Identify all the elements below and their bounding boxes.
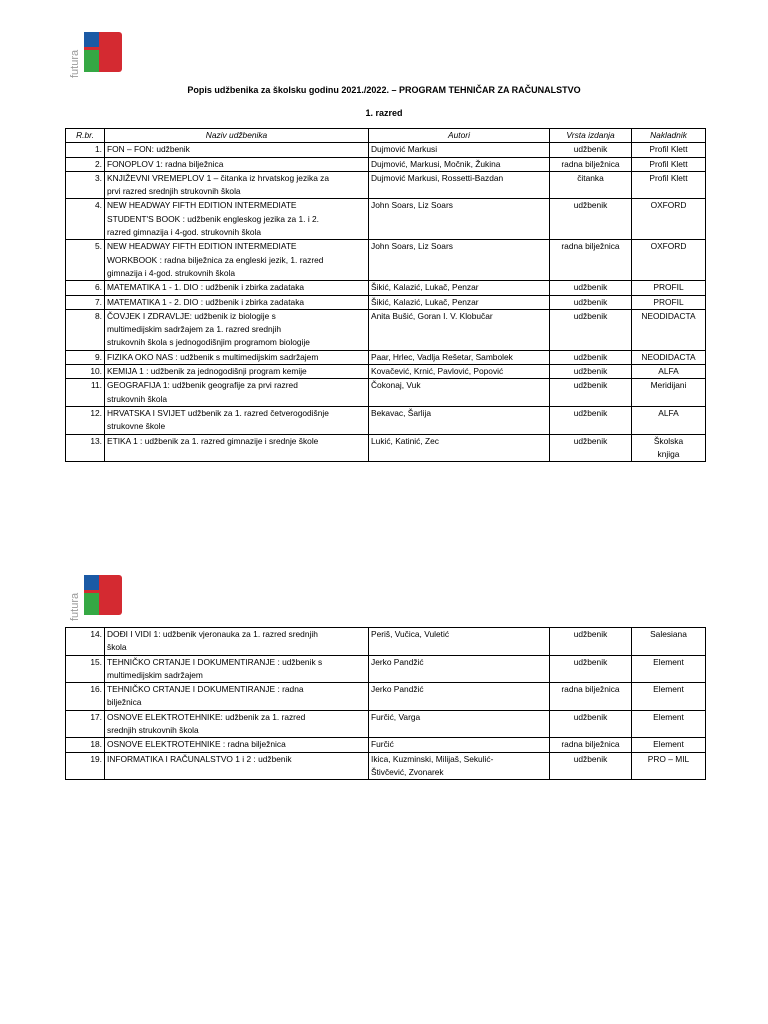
cell-line: udžbenik bbox=[573, 366, 608, 377]
table-row bbox=[66, 655, 706, 683]
table-row bbox=[66, 434, 706, 462]
cell-number: 7. bbox=[66, 295, 105, 309]
cell-authors bbox=[369, 240, 550, 281]
cell-line: radna bilježnica bbox=[561, 684, 620, 695]
cell-line: Element bbox=[653, 656, 684, 667]
cell-authors bbox=[369, 406, 550, 434]
cell-number: 8. bbox=[66, 309, 105, 350]
cell-number: 11. bbox=[66, 379, 105, 407]
cell-line: Šikić, Kalazić, Lukač, Penzar bbox=[371, 296, 479, 307]
cell-line: strukovne škole bbox=[107, 421, 166, 432]
cell-authors bbox=[369, 655, 550, 683]
cell-type bbox=[550, 309, 632, 350]
cell-type bbox=[550, 365, 632, 379]
cell-line: Periš, Vučica, Vuletić bbox=[371, 629, 450, 639]
cell-publisher bbox=[632, 157, 706, 171]
cell-line: NEW HEADWAY FIFTH EDITION INTERMEDIATE bbox=[107, 200, 297, 211]
cell-line: udžbenik bbox=[573, 310, 608, 321]
cell-number: 1. bbox=[66, 143, 105, 157]
cell-line: gimnazija i 4-god. strukovnih škola bbox=[107, 267, 236, 278]
cell-line: Dujmović Markusi bbox=[371, 144, 438, 155]
cell-authors bbox=[369, 434, 550, 462]
cell-title bbox=[105, 752, 369, 780]
column-header-authors: Autori bbox=[369, 129, 550, 143]
cell-type bbox=[550, 683, 632, 711]
cell-line: bilježnica bbox=[107, 697, 142, 708]
cell-number: 12. bbox=[66, 406, 105, 434]
cell-line: udžbenik bbox=[573, 656, 608, 667]
cell-line: Profil Klett bbox=[649, 172, 688, 183]
cell-type bbox=[550, 143, 632, 157]
cell-line: multimedijskim sadržajem bbox=[107, 669, 203, 680]
cell-type bbox=[550, 295, 632, 309]
column-header-title: Naziv udžbenika bbox=[105, 129, 369, 143]
cell-publisher bbox=[632, 240, 706, 281]
cell-line: OSNOVE ELEKTROTEHNIKE : radna bilježnica bbox=[107, 739, 286, 750]
table-row bbox=[66, 143, 706, 157]
table-row bbox=[66, 240, 706, 281]
cell-publisher bbox=[632, 738, 706, 752]
cell-publisher bbox=[632, 752, 706, 780]
cell-line: TEHNIČKO CRTANJE I DOKUMENTIRANJE : radna bbox=[107, 684, 304, 695]
cell-line: HRVATSKA I SVIJET udžbenik za 1. razred četverogodišnje bbox=[107, 407, 329, 418]
cell-type bbox=[550, 710, 632, 738]
cell-title bbox=[105, 309, 369, 350]
cell-line: udžbenik bbox=[573, 753, 608, 764]
cell-line: radna bilježnica bbox=[561, 158, 620, 169]
cell-number: 2. bbox=[66, 157, 105, 171]
cell-type bbox=[550, 406, 632, 434]
cell-line: OSNOVE ELEKTROTEHNIKE: udžbenik za 1. razred bbox=[107, 711, 306, 722]
cell-title bbox=[105, 406, 369, 434]
cell-authors bbox=[369, 683, 550, 711]
cell-line: Paar, Hrlec, Vadlja Rešetar, Sambolek bbox=[371, 351, 513, 362]
cell-publisher bbox=[632, 655, 706, 683]
cell-title bbox=[105, 379, 369, 407]
cell-type bbox=[550, 379, 632, 407]
cell-line: MATEMATIKA 1 - 2. DIO : udžbenik i zbirka zadataka bbox=[107, 296, 305, 307]
cell-line: GEOGRAFIJA 1: udžbenik geografije za prvi razred bbox=[107, 380, 298, 391]
cell-number: 17. bbox=[66, 710, 105, 738]
cell-type bbox=[550, 240, 632, 281]
logo-blue-square bbox=[84, 32, 99, 47]
cell-number: 16. bbox=[66, 683, 105, 711]
cell-line: FIZIKA OKO NAS : udžbenik s multimedijskim sadržajem bbox=[107, 351, 319, 362]
cell-authors bbox=[369, 350, 550, 364]
table-row bbox=[66, 295, 706, 309]
column-header-publisher: Nakladnik bbox=[632, 129, 706, 143]
cell-publisher bbox=[632, 199, 706, 240]
cell-publisher bbox=[632, 281, 706, 295]
cell-line: Bekavac, Šarlija bbox=[371, 407, 432, 418]
cell-type bbox=[550, 434, 632, 462]
cell-authors bbox=[369, 171, 550, 199]
cell-number: 4. bbox=[66, 199, 105, 240]
table-row bbox=[66, 157, 706, 171]
logo-text bbox=[66, 575, 82, 623]
cell-line: MATEMATIKA 1 - 1. DIO : udžbenik i zbirka zadataka bbox=[107, 282, 305, 293]
cell-authors bbox=[369, 752, 550, 780]
column-header-type: Vrsta izdanja bbox=[550, 129, 632, 143]
cell-line: razred gimnazija i 4-god. strukovnih škola bbox=[107, 227, 262, 238]
cell-number: 5. bbox=[66, 240, 105, 281]
logo-green-square bbox=[84, 593, 99, 615]
cell-line: Furčić, Varga bbox=[371, 711, 421, 722]
cell-authors bbox=[369, 281, 550, 295]
cell-line: INFORMATIKA I RAČUNALSTVO 1 i 2 : udžbenik bbox=[107, 753, 292, 764]
cell-line: KEMIJA 1 : udžbenik za jednogodišnji program kemije bbox=[107, 366, 307, 377]
cell-line: John Soars, Liz Soars bbox=[371, 241, 453, 252]
table-row bbox=[66, 710, 706, 738]
table-row bbox=[66, 406, 706, 434]
cell-title bbox=[105, 350, 369, 364]
textbook-table bbox=[65, 128, 706, 462]
logo-wordmark: futura bbox=[69, 592, 81, 621]
cell-line: udžbenik bbox=[573, 380, 608, 391]
cell-title bbox=[105, 199, 369, 240]
cell-line: Element bbox=[653, 711, 684, 722]
logo-blue-square bbox=[84, 575, 99, 590]
cell-number: 3. bbox=[66, 171, 105, 199]
cell-title bbox=[105, 240, 369, 281]
cell-title bbox=[105, 628, 369, 656]
table-row bbox=[66, 738, 706, 752]
cell-title bbox=[105, 683, 369, 711]
cell-line: udžbenik bbox=[573, 435, 608, 446]
cell-line: TEHNIČKO CRTANJE I DOKUMENTIRANJE : udžbenik s bbox=[107, 656, 323, 667]
cell-line: strukovnih škola bbox=[107, 393, 168, 404]
cell-line: PRO – MIL bbox=[647, 753, 690, 764]
table-row bbox=[66, 350, 706, 364]
futura-logo bbox=[66, 32, 122, 80]
cell-line: škola bbox=[107, 642, 127, 653]
cell-authors bbox=[369, 710, 550, 738]
cell-line: srednjih strukovnih škola bbox=[107, 725, 199, 736]
cell-line: prvi razred srednjih strukovnih škola bbox=[107, 186, 241, 197]
futura-logo bbox=[66, 575, 122, 623]
table-row bbox=[66, 365, 706, 379]
cell-authors bbox=[369, 295, 550, 309]
cell-title bbox=[105, 365, 369, 379]
table-row bbox=[66, 171, 706, 199]
document-subtitle: 1. razred bbox=[365, 108, 403, 118]
cell-line: Anita Bušić, Goran I. V. Klobučar bbox=[371, 310, 493, 321]
cell-number: 13. bbox=[66, 434, 105, 462]
cell-publisher bbox=[632, 434, 706, 462]
cell-line: Šikić, Kalazić, Lukač, Penzar bbox=[371, 282, 479, 293]
cell-title bbox=[105, 738, 369, 752]
cell-publisher bbox=[632, 295, 706, 309]
cell-publisher bbox=[632, 143, 706, 157]
cell-line: Jerko Pandžić bbox=[371, 684, 424, 695]
cell-line: Furčić bbox=[371, 739, 394, 750]
logo-wordmark: futura bbox=[69, 49, 81, 78]
cell-line: ALFA bbox=[658, 407, 679, 418]
cell-line: NEW HEADWAY FIFTH EDITION INTERMEDIATE bbox=[107, 241, 297, 252]
cell-line: radna bilježnica bbox=[561, 739, 620, 750]
cell-title bbox=[105, 295, 369, 309]
cell-number: 15. bbox=[66, 655, 105, 683]
cell-title bbox=[105, 655, 369, 683]
cell-line: FONOPLOV 1: radna bilježnica bbox=[107, 158, 224, 169]
cell-line: udžbenik bbox=[573, 282, 608, 293]
cell-number: 14. bbox=[66, 628, 105, 656]
table-row bbox=[66, 628, 706, 656]
cell-number: 6. bbox=[66, 281, 105, 295]
cell-line: Lukić, Katinić, Zec bbox=[371, 435, 439, 446]
cell-line: ČOVJEK I ZDRAVLJE: udžbenik iz biologije s bbox=[107, 310, 276, 321]
cell-authors bbox=[369, 379, 550, 407]
cell-authors bbox=[369, 199, 550, 240]
cell-title bbox=[105, 157, 369, 171]
cell-line: John Soars, Liz Soars bbox=[371, 200, 453, 211]
cell-authors bbox=[369, 309, 550, 350]
cell-line: Salesiana bbox=[650, 629, 687, 639]
cell-type bbox=[550, 157, 632, 171]
cell-publisher bbox=[632, 379, 706, 407]
cell-line: udžbenik bbox=[573, 144, 608, 155]
cell-line: Ikica, Kuzminski, Milijaš, Sekulić- bbox=[371, 753, 494, 764]
cell-line: udžbenik bbox=[573, 296, 608, 307]
cell-line: Čokonaj, Vuk bbox=[371, 380, 421, 391]
cell-line: PROFIL bbox=[653, 282, 684, 293]
document-title: Popis udžbenika za školsku godinu 2021./2022. – PROGRAM TEHNIČAR ZA RAČUNALSTVO bbox=[187, 85, 581, 95]
table-row bbox=[66, 752, 706, 780]
cell-line: Element bbox=[653, 739, 684, 750]
cell-line: udžbenik bbox=[573, 200, 608, 211]
cell-line: čitanka bbox=[577, 172, 604, 183]
cell-line: udžbenik bbox=[573, 629, 608, 639]
cell-line: multimedijskim sadržajem za 1. razred srednjih bbox=[107, 324, 282, 335]
cell-publisher bbox=[632, 350, 706, 364]
table-row bbox=[66, 379, 706, 407]
cell-line: WORKBOOK : radna bilježnica za engleski jezik, 1. razred bbox=[107, 254, 324, 265]
cell-line: Dujmović Markusi, Rossetti-Bazdan bbox=[371, 172, 504, 183]
cell-line: PROFIL bbox=[653, 296, 684, 307]
logo-green-square bbox=[84, 50, 99, 72]
cell-title bbox=[105, 710, 369, 738]
cell-publisher bbox=[632, 406, 706, 434]
cell-publisher bbox=[632, 628, 706, 656]
table-row bbox=[66, 281, 706, 295]
column-header-number: R.br. bbox=[66, 129, 105, 143]
cell-type bbox=[550, 171, 632, 199]
cell-line: Meridijani bbox=[650, 380, 687, 391]
cell-type bbox=[550, 199, 632, 240]
cell-line: ETIKA 1 : udžbenik za 1. razred gimnazije i srednje škole bbox=[107, 435, 319, 446]
cell-authors bbox=[369, 157, 550, 171]
cell-line: Profil Klett bbox=[649, 158, 688, 169]
cell-publisher bbox=[632, 171, 706, 199]
cell-title bbox=[105, 434, 369, 462]
cell-type bbox=[550, 738, 632, 752]
cell-line: udžbenik bbox=[573, 407, 608, 418]
table-row bbox=[66, 309, 706, 350]
cell-type bbox=[550, 281, 632, 295]
cell-type bbox=[550, 752, 632, 780]
textbook-table-continued bbox=[65, 627, 706, 780]
cell-line: STUDENT'S BOOK : udžbenik engleskog jezika za 1. i 2. bbox=[107, 213, 319, 224]
cell-publisher bbox=[632, 365, 706, 379]
cell-type bbox=[550, 628, 632, 656]
cell-line: DOĐI I VIDI 1: udžbenik vjeronauka za 1. razred srednjih bbox=[107, 629, 318, 639]
cell-title bbox=[105, 171, 369, 199]
cell-authors bbox=[369, 143, 550, 157]
cell-line: Kovačević, Krnić, Pavlović, Popović bbox=[371, 366, 504, 377]
cell-line: KNJIŽEVNI VREMEPLOV 1 – čitanka iz hrvatskog jezika za bbox=[107, 172, 330, 183]
cell-line: Element bbox=[653, 684, 684, 695]
cell-number: 19. bbox=[66, 752, 105, 780]
cell-publisher bbox=[632, 683, 706, 711]
cell-line: OXFORD bbox=[650, 241, 687, 252]
cell-line: radna bilježnica bbox=[561, 241, 620, 252]
cell-line: Školska bbox=[653, 435, 684, 446]
cell-authors bbox=[369, 738, 550, 752]
cell-line: NEODIDACTA bbox=[641, 310, 696, 321]
cell-line: udžbenik bbox=[573, 351, 608, 362]
cell-line: udžbenik bbox=[573, 711, 608, 722]
logo-text bbox=[66, 32, 82, 80]
table-row bbox=[66, 199, 706, 240]
cell-authors bbox=[369, 365, 550, 379]
cell-line: Jerko Pandžić bbox=[371, 656, 424, 667]
cell-line: strukovnih škola s jednogodišnjim programom biologije bbox=[107, 337, 310, 348]
cell-line: Štivčević, Zvonarek bbox=[371, 766, 444, 777]
cell-line: knjiga bbox=[657, 448, 680, 459]
cell-line: FON – FON: udžbenik bbox=[107, 144, 190, 155]
cell-line: ALFA bbox=[658, 366, 679, 377]
cell-line: NEODIDACTA bbox=[641, 351, 696, 362]
cell-line: Dujmović, Markusi, Močnik, Žukina bbox=[371, 158, 501, 169]
cell-number: 9. bbox=[66, 350, 105, 364]
cell-number: 18. bbox=[66, 738, 105, 752]
cell-title bbox=[105, 143, 369, 157]
cell-line: Profil Klett bbox=[649, 144, 688, 155]
cell-authors bbox=[369, 628, 550, 656]
table-row bbox=[66, 683, 706, 711]
cell-title bbox=[105, 281, 369, 295]
cell-number: 10. bbox=[66, 365, 105, 379]
cell-publisher bbox=[632, 710, 706, 738]
cell-type bbox=[550, 350, 632, 364]
cell-publisher bbox=[632, 309, 706, 350]
table-header-row bbox=[66, 129, 706, 143]
cell-line: OXFORD bbox=[650, 200, 687, 211]
cell-type bbox=[550, 655, 632, 683]
